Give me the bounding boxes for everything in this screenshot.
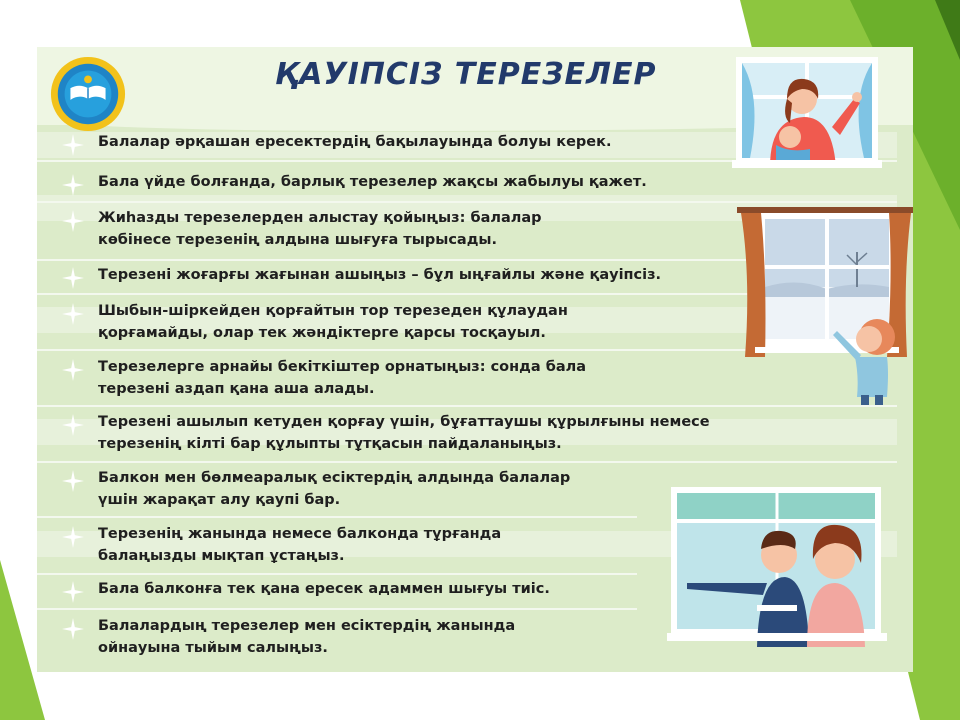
sparkle-star-icon	[62, 359, 84, 381]
sparkle-star-icon	[62, 210, 84, 232]
row-divider	[37, 573, 637, 575]
couple-window-illustration	[667, 487, 902, 647]
sparkle-star-icon	[62, 470, 84, 492]
row-divider	[37, 461, 897, 463]
list-item-text: Терезені жоғарғы жағынан ашыңыз – бұл ыңғайлы және қауіпсіз.	[98, 267, 662, 283]
list-item-text: Балалардың терезелер мен есіктердің жанында ойнауына тыйым салыңыз.	[98, 618, 516, 656]
sparkle-star-icon	[62, 303, 84, 325]
list-item-text: Бала үйде болғанда, барлық терезелер жақсы жабылуы қажет.	[98, 174, 647, 190]
sparkle-star-icon	[62, 267, 84, 289]
sparkle-star-icon	[62, 134, 84, 156]
list-item-text: Жиһазды терезелерден алыстау қойыңыз: балалар көбінесе терезенің алдына шығуға тырысады.	[98, 210, 542, 248]
list-item-text: Терезені ашылып кетуден қорғау үшін, бұғаттаушы құрылғыны немесе терезенің кілті бар құлыпты тұтқасын пайдаланыңыз.	[98, 414, 710, 452]
list-item-text: Бала балконға тек қана ересек адаммен шығуы тиіс.	[98, 581, 550, 597]
list-item-text: Терезенің жанында немесе балконда тұрғанда балаңызды мықтап ұстаңыз.	[98, 526, 502, 564]
sparkle-star-icon	[62, 414, 84, 436]
sparkle-star-icon	[62, 618, 84, 640]
list-item-text: Балалар әрқашан ересектердің бақылауында болуы керек.	[98, 134, 612, 150]
sparkle-star-icon	[62, 174, 84, 196]
row-divider	[37, 516, 637, 518]
list-item-text: Терезелерге арнайы бекіткіштер орнатыңыз: сонда бала терезені аздап қана аша алады.	[98, 359, 587, 397]
poster-title: ҚАУІПСІЗ ТЕРЕЗЕЛЕР	[275, 57, 657, 92]
sparkle-star-icon	[62, 581, 84, 603]
row-divider	[37, 608, 637, 610]
list-item-text: Шыбын-шіркейден қорғайтын тор терезеден құлаудан қорғамайды, олар тек жәндіктерге қарсы тосқауыл.	[98, 303, 568, 341]
list-item-text: Балкон мен бөлмеаралық есіктердің алдында балалар үшін жарақат алу қаупі бар.	[98, 470, 571, 508]
girl-window-illustration	[737, 207, 913, 407]
ministry-emblem	[49, 55, 127, 133]
sparkle-star-icon	[62, 526, 84, 548]
safety-poster	[37, 47, 913, 672]
mother-baby-window-illustration	[732, 57, 887, 172]
row-divider	[37, 201, 897, 203]
